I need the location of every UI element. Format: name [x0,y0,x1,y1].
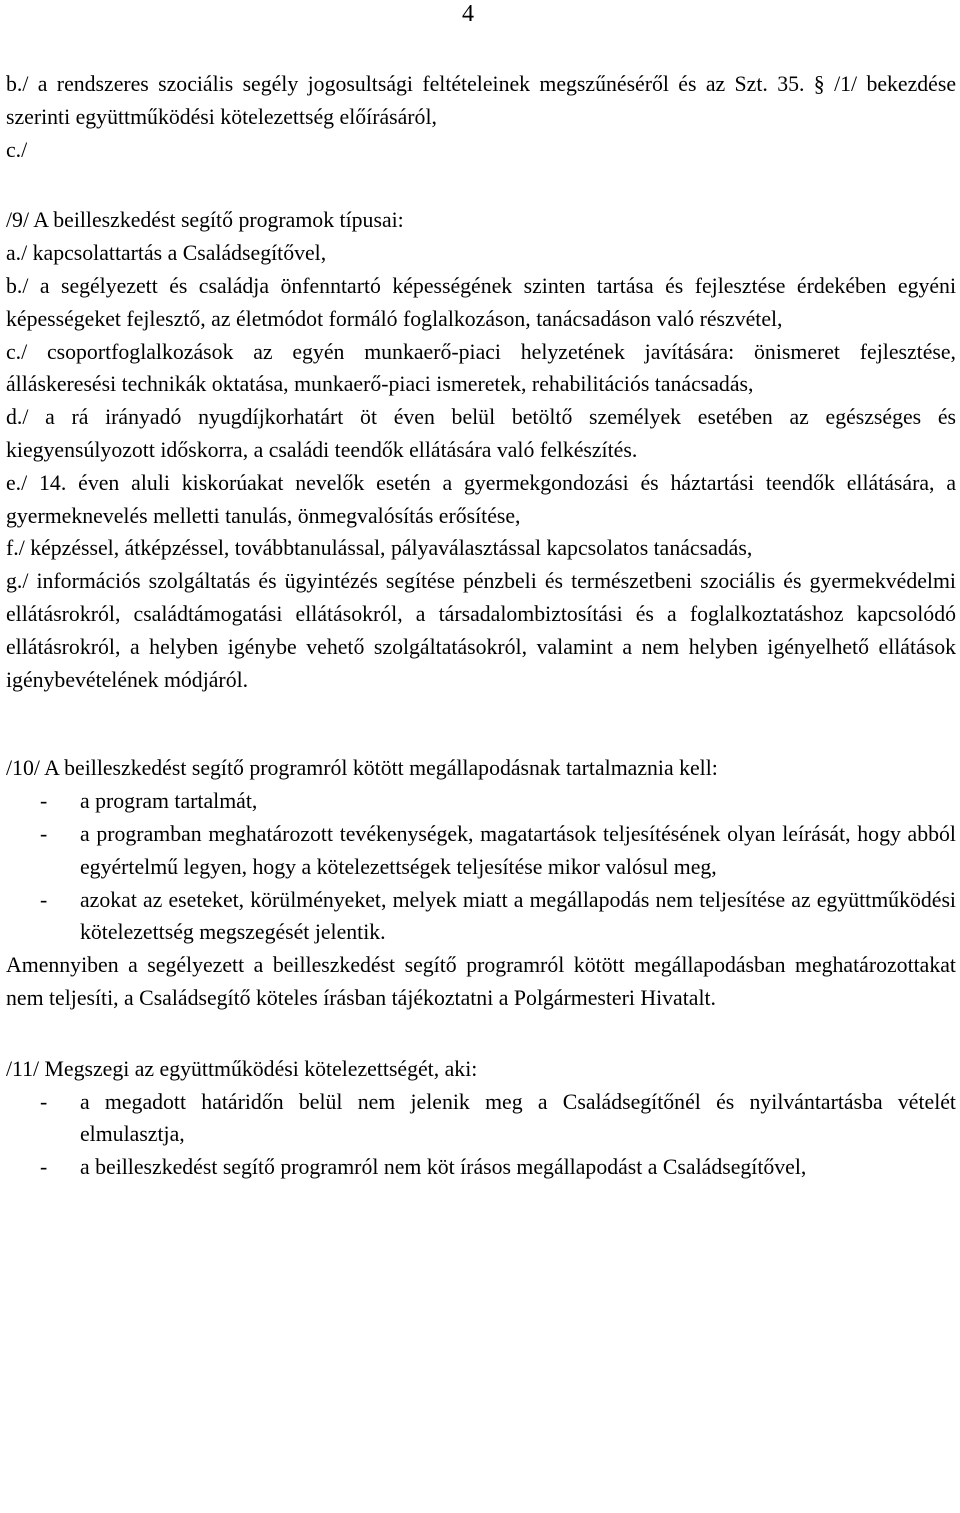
dash-bullet: - [40,821,48,846]
paragraph-c-item: c./ [6,137,28,162]
list-item-text: a programban meghatározott tevékenységek, magatartások teljesítésének olyan leírását, hogy abból egyértelmű legyen, hogy a kötelezettségek teljesítése mikor valósul meg, [80,821,956,879]
section-11-list-item [6,1151,956,1184]
spacer [6,1015,956,1053]
page-number: 4 [462,1,474,27]
section-9-item-a: a./ kapcsolattartás a Családsegítővel, [6,241,327,266]
section-10-list-item [6,884,956,950]
section-11-heading: /11/ Megszegi az együttműködési kötelezettségét, aki: [6,1056,478,1081]
spacer [6,696,956,752]
section-9-item-b: b./ a segélyezett és családja önfenntartó képességének szinten tartása és fejlesztése érdekében egyéni képességeket fejlesztő, az életmódot formáló foglalkozáson, tanácsadáson való részvétel, [6,273,956,331]
document-body [6,68,956,1184]
section-9-item-f: f./ képzéssel, átképzéssel, továbbtanulással, pályaválasztással kapcsolatos tanácsadás, [6,536,753,561]
section-9-heading: /9/ A beilleszkedést segítő programok típusai: [6,208,404,233]
dash-bullet: - [40,1089,48,1114]
section-10-list-item [6,818,956,884]
list-item-text: a megadott határidőn belül nem jelenik meg a Családsegítőnél és nyilvántartásba vételét elmulasztja, [80,1089,956,1147]
section-11 [6,1053,956,1184]
dash-bullet: - [40,789,48,814]
list-item-text: a program tartalmát, [80,789,258,814]
list-item-text: azokat az eseteket, körülményeket, melyek miatt a megállapodás nem teljesítése az együttműködési kötelezettség megszegését jelentik. [80,887,956,945]
section-11-list-item [6,1086,956,1152]
section-9 [6,204,956,696]
section-9-item-e: e./ 14. éven aluli kiskorúakat nevelők esetén a gyermekgondozási és háztartási teendők ellátására, a gyermeknevelés melletti tanulás, önmegvalósítás erősítése, [6,470,956,528]
dash-bullet: - [40,887,48,912]
spacer [6,166,956,204]
section-9-item-d: d./ a rá irányadó nyugdíjkorhatárt öt éven belül betöltő személyek esetében az egészséges és kiegyensúlyozott időskorra, a családi teendők ellátására való felkészítés. [6,405,956,462]
section-10 [6,752,956,1014]
section-10-list-item [6,785,956,818]
section-9-item-c: c./ csoportfoglalkozások az egyén munkaerő-piaci helyzetének javítására: önismeret fejlesztése, álláskeresési technikák oktatása, munkaerő-piaci ismeretek, rehabilitációs tanácsadás, [6,339,956,397]
paragraph-b-item: b./ a rendszeres szociális segély jogosultsági feltételeinek megszűnéséről és az Szt. 35. § /1/ bekezdése szerinti együttműködési kötelezettség előírásáról, [6,72,956,129]
list-item-text: a beilleszkedést segítő programról nem köt írásos megállapodást a Családsegítővel, [80,1155,807,1180]
section-9-item-g: g./ információs szolgáltatás és ügyintézés segítése pénzbeli és természetbeni szociális és gyermekvédelmi ellátásrokról, családtámogatási ellátásokról, a társadalombiztosítási és a foglalkoztatáshoz kapcsolódó ellátásrokról, a helyben igénybe vehető szolgáltatásokról, valamint a nem helyben igényelhető ellátások igénybevételének módjáról. [6,569,956,692]
section-8-tail [6,68,956,166]
dash-bullet: - [40,1155,48,1180]
section-10-closing: Amennyiben a segélyezett a beilleszkedést segítő programról kötött megállapodásban meghatározottakat nem teljesíti, a Családsegítő köteles írásban tájékoztatni a Polgármesteri Hivatalt. [6,953,956,1010]
section-10-heading: /10/ A beilleszkedést segítő programról kötött megállapodásnak tartalmaznia kell: [6,756,718,781]
